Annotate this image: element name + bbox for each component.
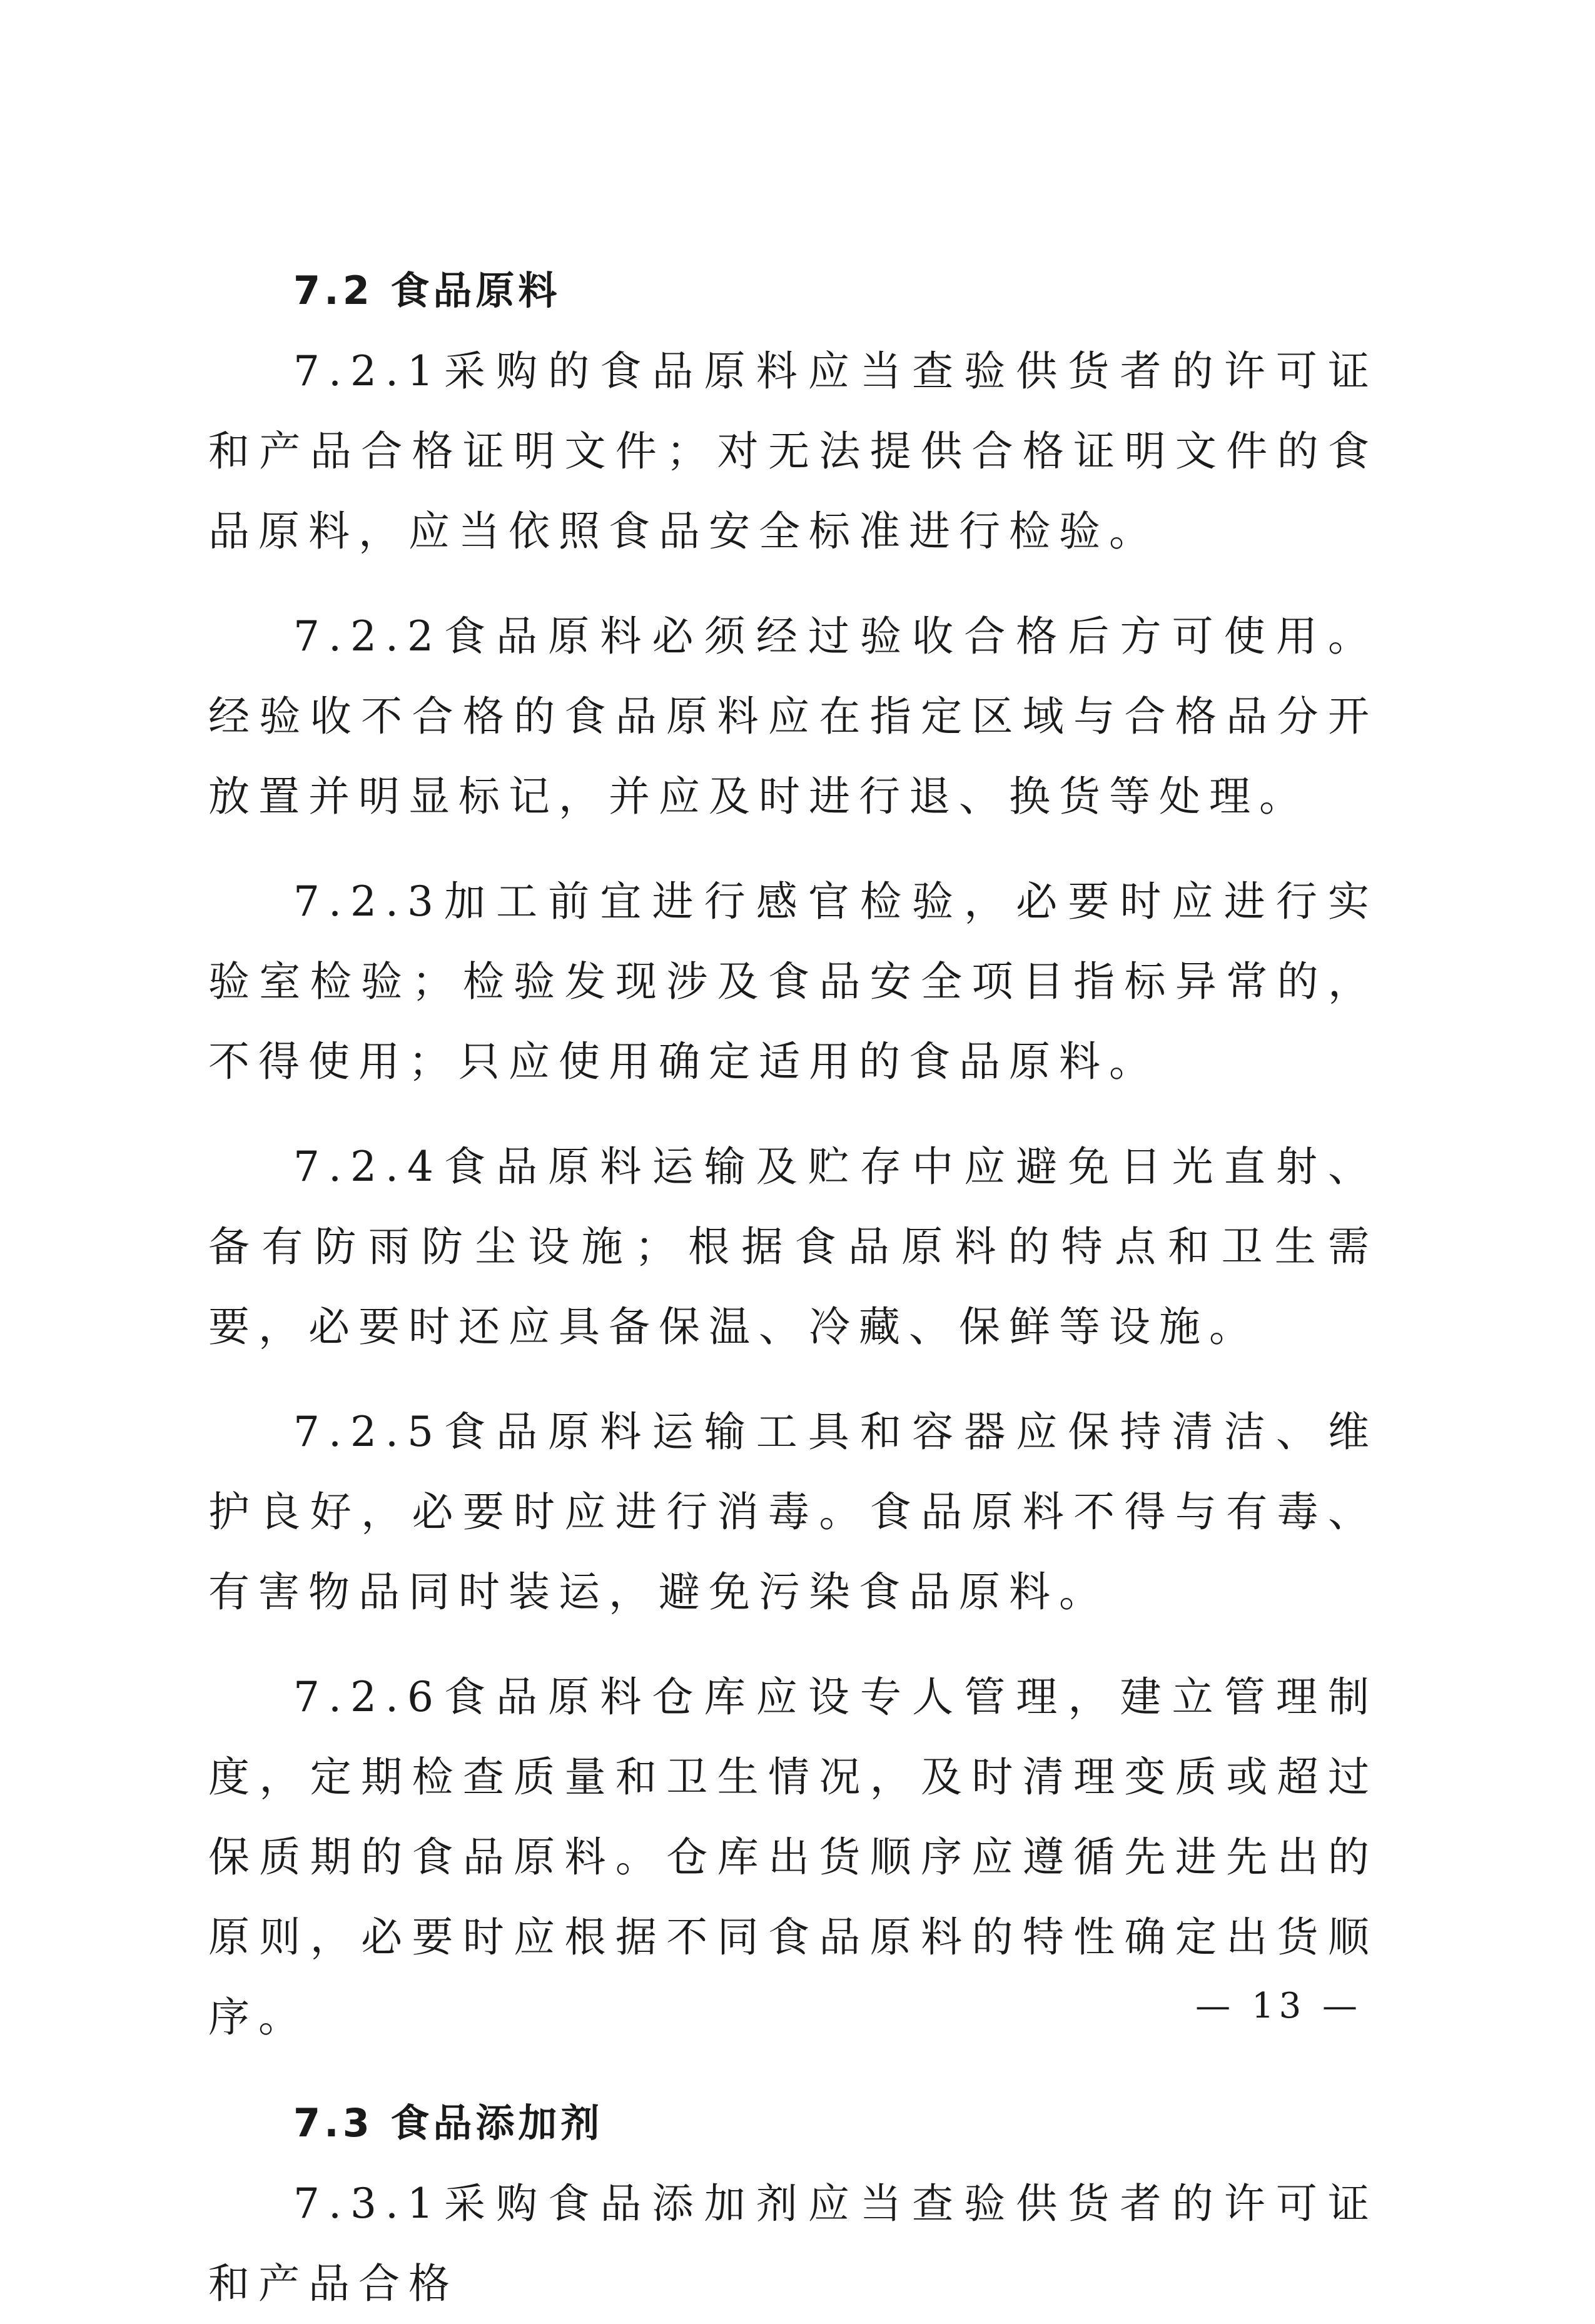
- paragraph-7-2-2: 7.2.2食品原料必须经过验收合格后方可使用。经验收不合格的食品原料应在指定区域与合格品分开放置并明显标记，并应及时进行退、换货等处理。: [208, 612, 1378, 821]
- section-heading-7-2: 7.2 食品原料: [293, 268, 561, 313]
- paragraph-7-2-1: 7.2.1采购的食品原料应当查验供货者的许可证和产品合格证明文件；对无法提供合格证明文件的食品原料，应当依照食品安全标准进行检验。: [208, 347, 1378, 555]
- paragraph-7-2-3: 7.2.3加工前宜进行感官检验，必要时应进行实验室检验；检验发现涉及食品安全项目指标异常的，不得使用；只应使用确定适用的食品原料。: [208, 877, 1378, 1086]
- paragraph-7-2-4: 7.2.4食品原料运输及贮存中应避免日光直射、备有防雨防尘设施；根据食品原料的特点和卫生需要，必要时还应具备保温、冷藏、保鲜等设施。: [208, 1143, 1378, 1351]
- paragraph-7-2-6: 7.2.6食品原料仓库应设专人管理，建立管理制度，定期检查质量和卫生情况，及时清理变质或超过保质期的食品原料。仓库出货顺序应遵循先进先出的原则，必要时应根据不同食品原料的特性确定出货顺序。: [208, 1673, 1378, 2041]
- section-heading-7-3: 7.3 食品添加剂: [293, 2100, 604, 2146]
- paragraph-7-3-1: 7.3.1采购食品添加剂应当查验供货者的许可证和产品合格: [208, 2180, 1378, 2308]
- paragraph-7-2-5: 7.2.5食品原料运输工具和容器应保持清洁、维护良好，必要时应进行消毒。食品原料不得与有毒、有害物品同时装运，避免污染食品原料。: [208, 1408, 1378, 1616]
- page-number: — 13 —: [1195, 1986, 1362, 2026]
